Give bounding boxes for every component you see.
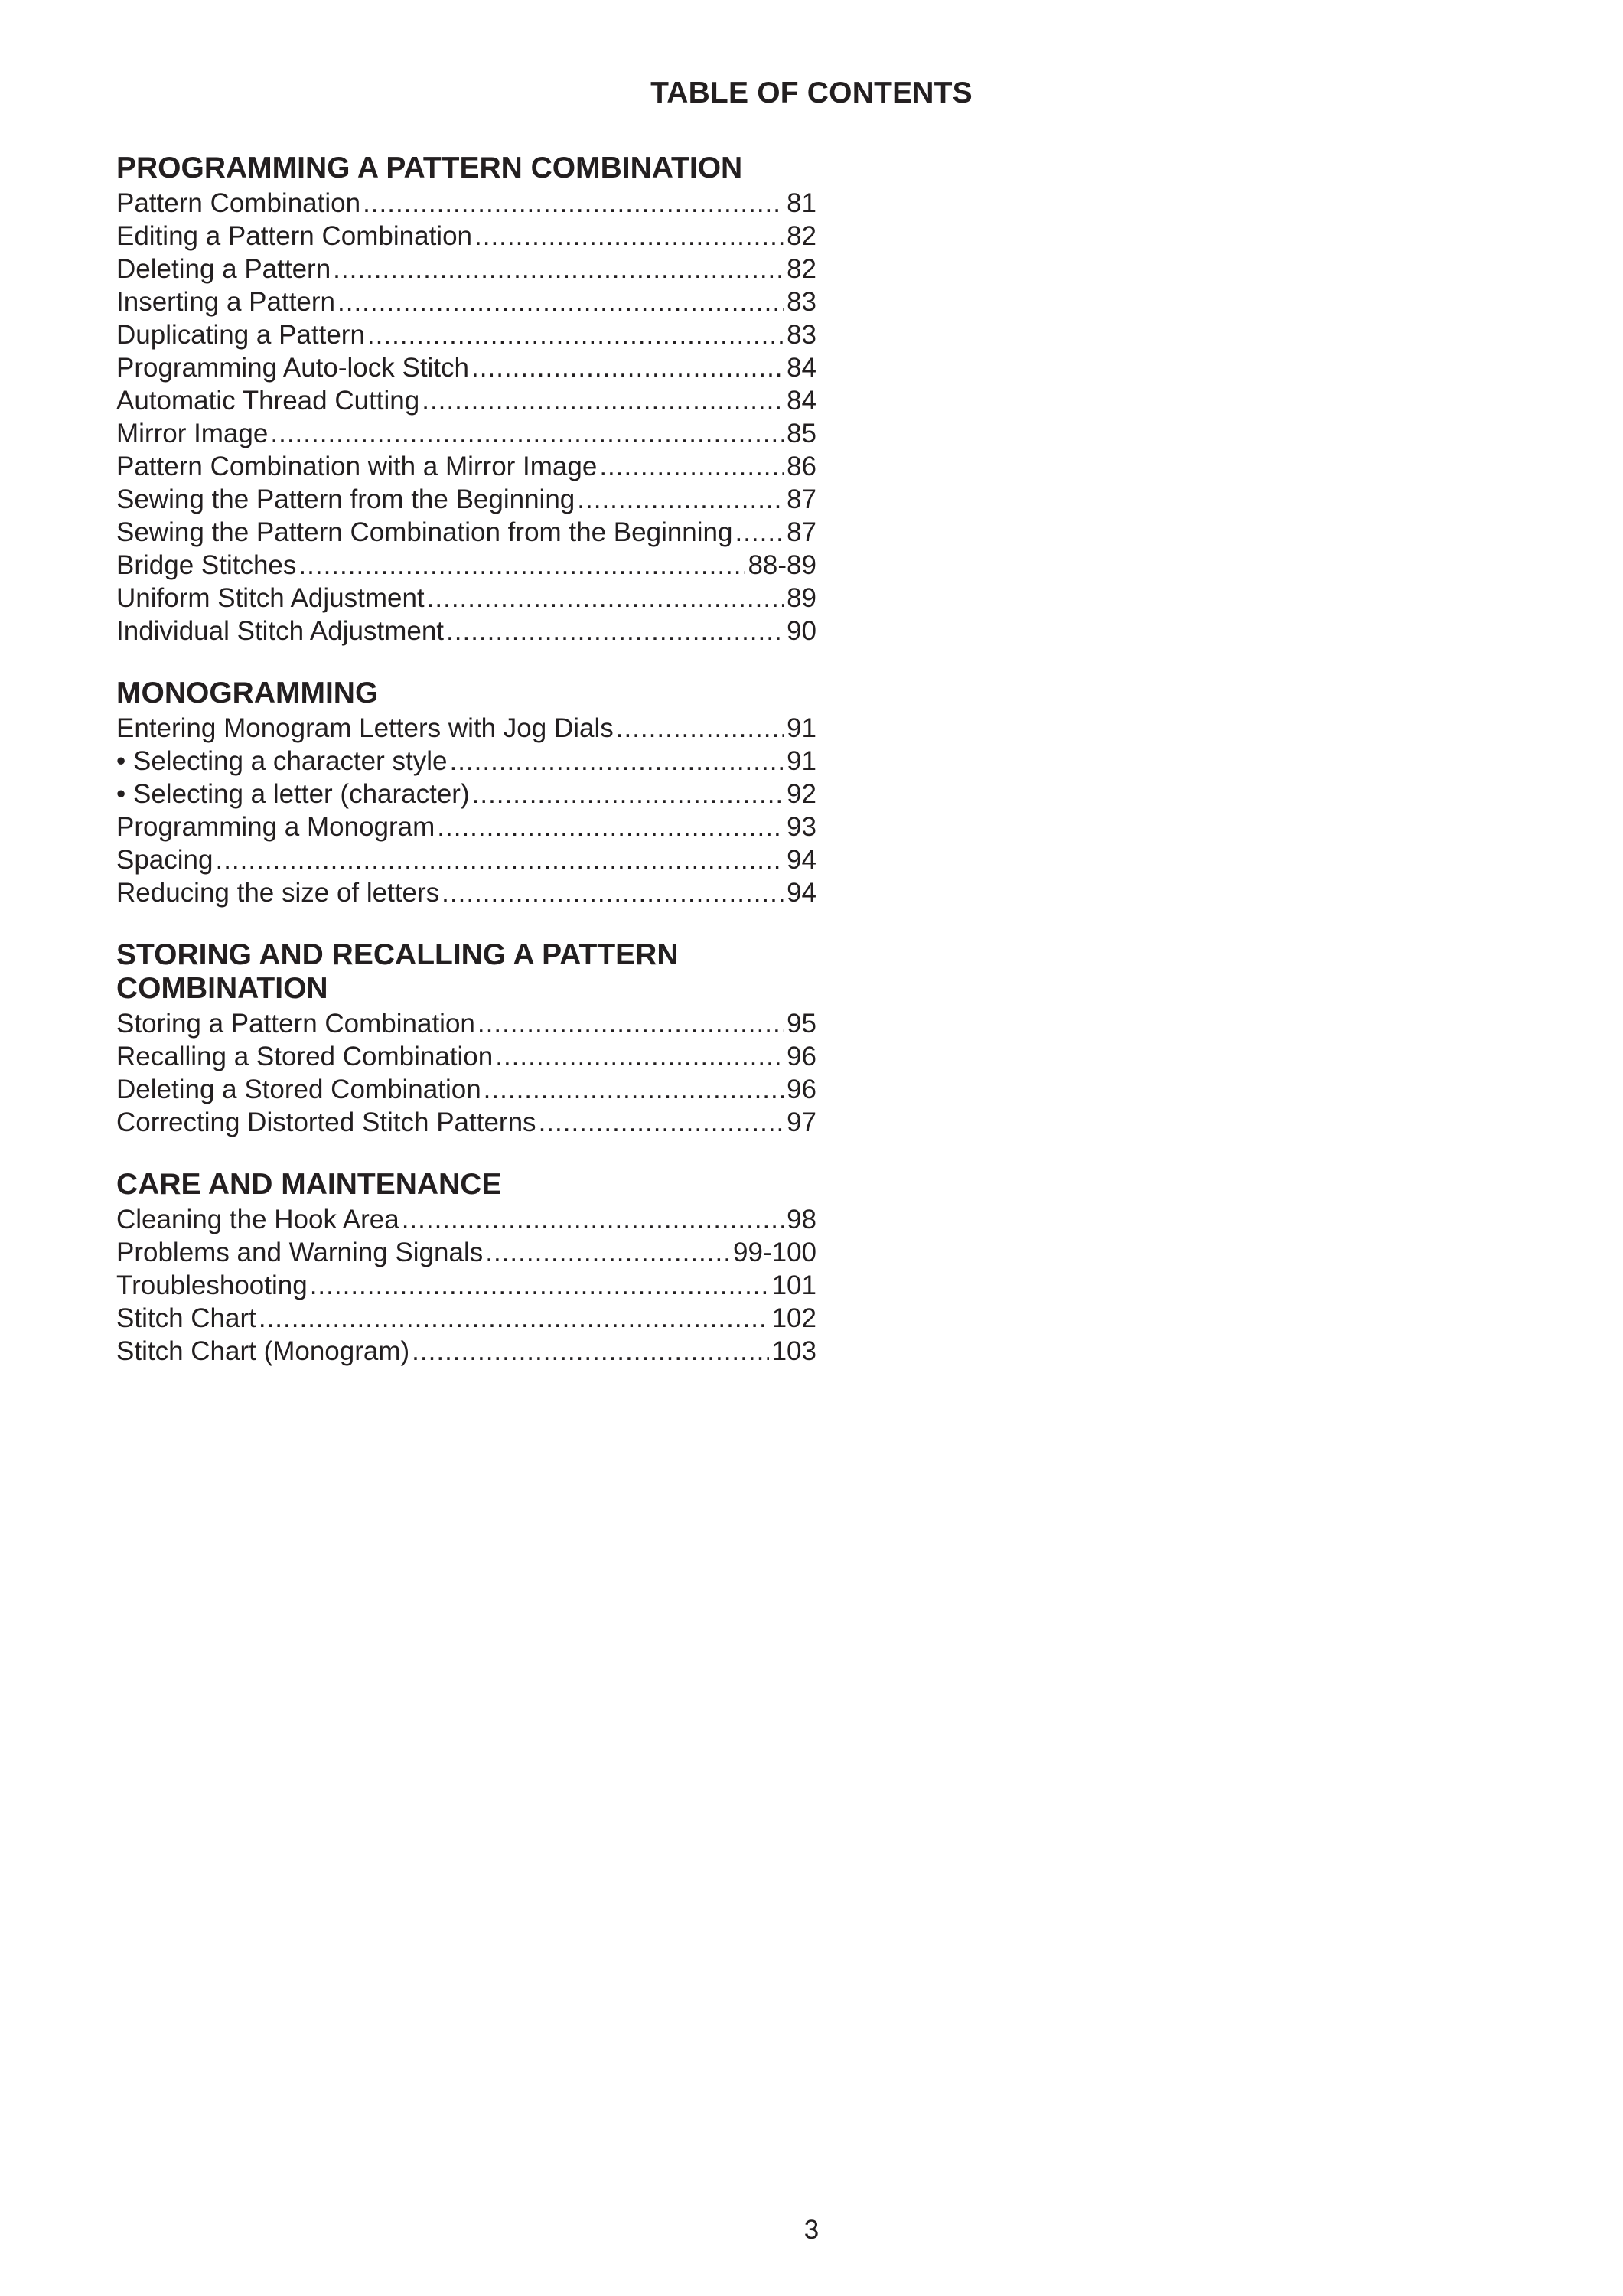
toc-entry-page: 94: [787, 878, 816, 908]
toc-entry[interactable]: [116, 582, 816, 615]
toc-entry-label: Storing a Pattern Combination: [116, 1009, 475, 1039]
toc-section-2: [116, 677, 816, 909]
toc-entry[interactable]: [116, 1106, 816, 1139]
toc-entry-page: 86: [787, 452, 816, 481]
toc-entry[interactable]: [116, 810, 816, 843]
toc-entry[interactable]: [116, 549, 816, 582]
dot-leader: [735, 516, 784, 549]
toc-entry-page: 96: [787, 1042, 816, 1071]
toc-entry-page: 81: [787, 188, 816, 218]
toc-entry[interactable]: [116, 1073, 816, 1106]
dot-leader: [215, 843, 784, 876]
toc-section-3: [116, 938, 816, 1139]
toc-entry-page: 102: [771, 1303, 816, 1333]
section-heading: STORING AND RECALLING A PATTERN COMBINATION: [116, 938, 679, 1005]
toc-entry-label: Reducing the size of letters: [116, 878, 440, 908]
section-entries: [116, 712, 816, 909]
toc-entry-page: 88-89: [748, 550, 816, 580]
toc-entry-label: Sewing the Pattern from the Beginning: [116, 484, 575, 514]
toc-entry-page: 103: [771, 1336, 816, 1366]
toc-entry-page: 98: [787, 1205, 816, 1234]
toc-entry-page: 94: [787, 845, 816, 875]
toc-entry-label: Problems and Warning Signals: [116, 1238, 484, 1267]
dot-leader: [477, 1007, 784, 1040]
dot-leader: [449, 745, 784, 778]
toc-entry-label: Deleting a Stored Combination: [116, 1075, 481, 1104]
toc-entry-label: Programming a Monogram: [116, 812, 435, 842]
toc-entry[interactable]: [116, 450, 816, 483]
dot-leader: [472, 778, 784, 810]
toc-entry-page: 83: [787, 287, 816, 317]
dot-leader: [363, 187, 784, 220]
dot-leader: [412, 1335, 768, 1368]
dot-leader: [422, 384, 784, 417]
dot-leader: [259, 1302, 769, 1335]
toc-entry-label: Stitch Chart (Monogram): [116, 1336, 410, 1366]
dot-leader: [333, 253, 784, 285]
toc-section-4: [116, 1168, 816, 1368]
toc-entry-label: Stitch Chart: [116, 1303, 256, 1333]
page-title: TABLE OF CONTENTS: [650, 77, 973, 109]
toc-entry[interactable]: [116, 1269, 816, 1302]
toc-entry-label: Correcting Distorted Stitch Patterns: [116, 1107, 536, 1137]
toc-entry-page: 93: [787, 812, 816, 842]
dot-leader: [367, 318, 784, 351]
toc-entry-label: Uniform Stitch Adjustment: [116, 583, 425, 613]
toc-entry-label: Duplicating a Pattern: [116, 320, 365, 350]
toc-entry[interactable]: [116, 1236, 816, 1269]
toc-entry[interactable]: [116, 220, 816, 253]
toc-entry[interactable]: [116, 745, 816, 778]
toc-entry-page: 84: [787, 386, 816, 416]
toc-entry[interactable]: [116, 778, 816, 810]
dot-leader: [437, 810, 784, 843]
toc-entry-label: Pattern Combination: [116, 188, 361, 218]
toc-entry[interactable]: [116, 615, 816, 647]
dot-leader: [427, 582, 784, 615]
toc-entry-page: 95: [787, 1009, 816, 1039]
toc-entry[interactable]: [116, 351, 816, 384]
dot-leader: [485, 1236, 730, 1269]
section-entries: [116, 1007, 816, 1139]
toc-entry[interactable]: [116, 483, 816, 516]
dot-leader: [298, 549, 745, 582]
toc-entry[interactable]: [116, 1007, 816, 1040]
toc-entry-label: Sewing the Pattern Combination from the Beginning: [116, 517, 733, 547]
toc-entry-page: 87: [787, 517, 816, 547]
dot-leader: [402, 1203, 784, 1236]
dot-leader: [474, 220, 784, 253]
dot-leader: [577, 483, 784, 516]
section-heading: CARE AND MAINTENANCE: [116, 1168, 502, 1201]
toc-entry-page: 96: [787, 1075, 816, 1104]
dot-leader: [310, 1269, 769, 1302]
dot-leader: [337, 285, 784, 318]
toc-entry-page: 92: [787, 779, 816, 809]
toc-entry[interactable]: [116, 843, 816, 876]
toc-entry[interactable]: [116, 285, 816, 318]
section-heading: PROGRAMMING A PATTERN COMBINATION: [116, 152, 743, 184]
toc-entry-page: 101: [771, 1270, 816, 1300]
toc-entry-page: 99-100: [733, 1238, 816, 1267]
toc-entry-page: 90: [787, 616, 816, 646]
toc-entry-label: Individual Stitch Adjustment: [116, 616, 445, 646]
dot-leader: [599, 450, 784, 483]
dot-leader: [616, 712, 784, 745]
toc-entry-page: 91: [787, 746, 816, 776]
dot-leader: [495, 1040, 784, 1073]
toc-entry-label: Recalling a Stored Combination: [116, 1042, 494, 1071]
toc-entry[interactable]: [116, 253, 816, 285]
toc-entry-label: Programming Auto-lock Stitch: [116, 353, 470, 383]
toc-entry[interactable]: [116, 516, 816, 549]
toc-entry-label: Entering Monogram Letters with Jog Dials: [116, 713, 614, 743]
toc-entry-label: Deleting a Pattern: [116, 254, 331, 284]
toc-entry[interactable]: [116, 1302, 816, 1335]
toc-entry-label: Troubleshooting: [116, 1270, 308, 1300]
toc-entry-label: Spacing: [116, 845, 213, 875]
toc-entry[interactable]: [116, 876, 816, 909]
toc-entry-page: 89: [787, 583, 816, 613]
section-entries: [116, 1203, 816, 1368]
toc-entry-label: • Selecting a character style: [116, 746, 448, 776]
toc-entry-page: 85: [787, 419, 816, 448]
toc-entry-label: Inserting a Pattern: [116, 287, 335, 317]
toc-entry[interactable]: [116, 1040, 816, 1073]
dot-leader: [471, 351, 784, 384]
toc-entry[interactable]: [116, 1203, 816, 1236]
toc-entry-label: • Selecting a letter (character): [116, 779, 470, 809]
toc-section-1: [116, 152, 816, 647]
toc-entry-label: Editing a Pattern Combination: [116, 221, 472, 251]
toc-entry[interactable]: [116, 417, 816, 450]
section-entries: [116, 187, 816, 647]
toc-entry-label: Pattern Combination with a Mirror Image: [116, 452, 598, 481]
toc-entry[interactable]: [116, 712, 816, 745]
toc-entry-label: Cleaning the Hook Area: [116, 1205, 399, 1234]
dot-leader: [539, 1106, 784, 1139]
toc-entry-page: 84: [787, 353, 816, 383]
toc-entry-page: 83: [787, 320, 816, 350]
toc-entry[interactable]: [116, 384, 816, 417]
dot-leader: [446, 615, 784, 647]
toc-entry-label: Mirror Image: [116, 419, 269, 448]
toc-entry-label: Bridge Stitches: [116, 550, 297, 580]
dot-leader: [442, 876, 784, 909]
toc-entry-page: 82: [787, 254, 816, 284]
toc-entry-page: 91: [787, 713, 816, 743]
toc-entry-page: 82: [787, 221, 816, 251]
dot-leader: [484, 1073, 784, 1106]
dot-leader: [270, 417, 784, 450]
toc-entry[interactable]: [116, 187, 816, 220]
toc-entry-page: 87: [787, 484, 816, 514]
table-of-contents: [116, 152, 816, 1397]
toc-entry[interactable]: [116, 1335, 816, 1368]
page-number: 3: [803, 2215, 820, 2245]
toc-entry[interactable]: [116, 318, 816, 351]
section-heading: MONOGRAMMING: [116, 677, 379, 709]
toc-entry-page: 97: [787, 1107, 816, 1137]
toc-entry-label: Automatic Thread Cutting: [116, 386, 420, 416]
